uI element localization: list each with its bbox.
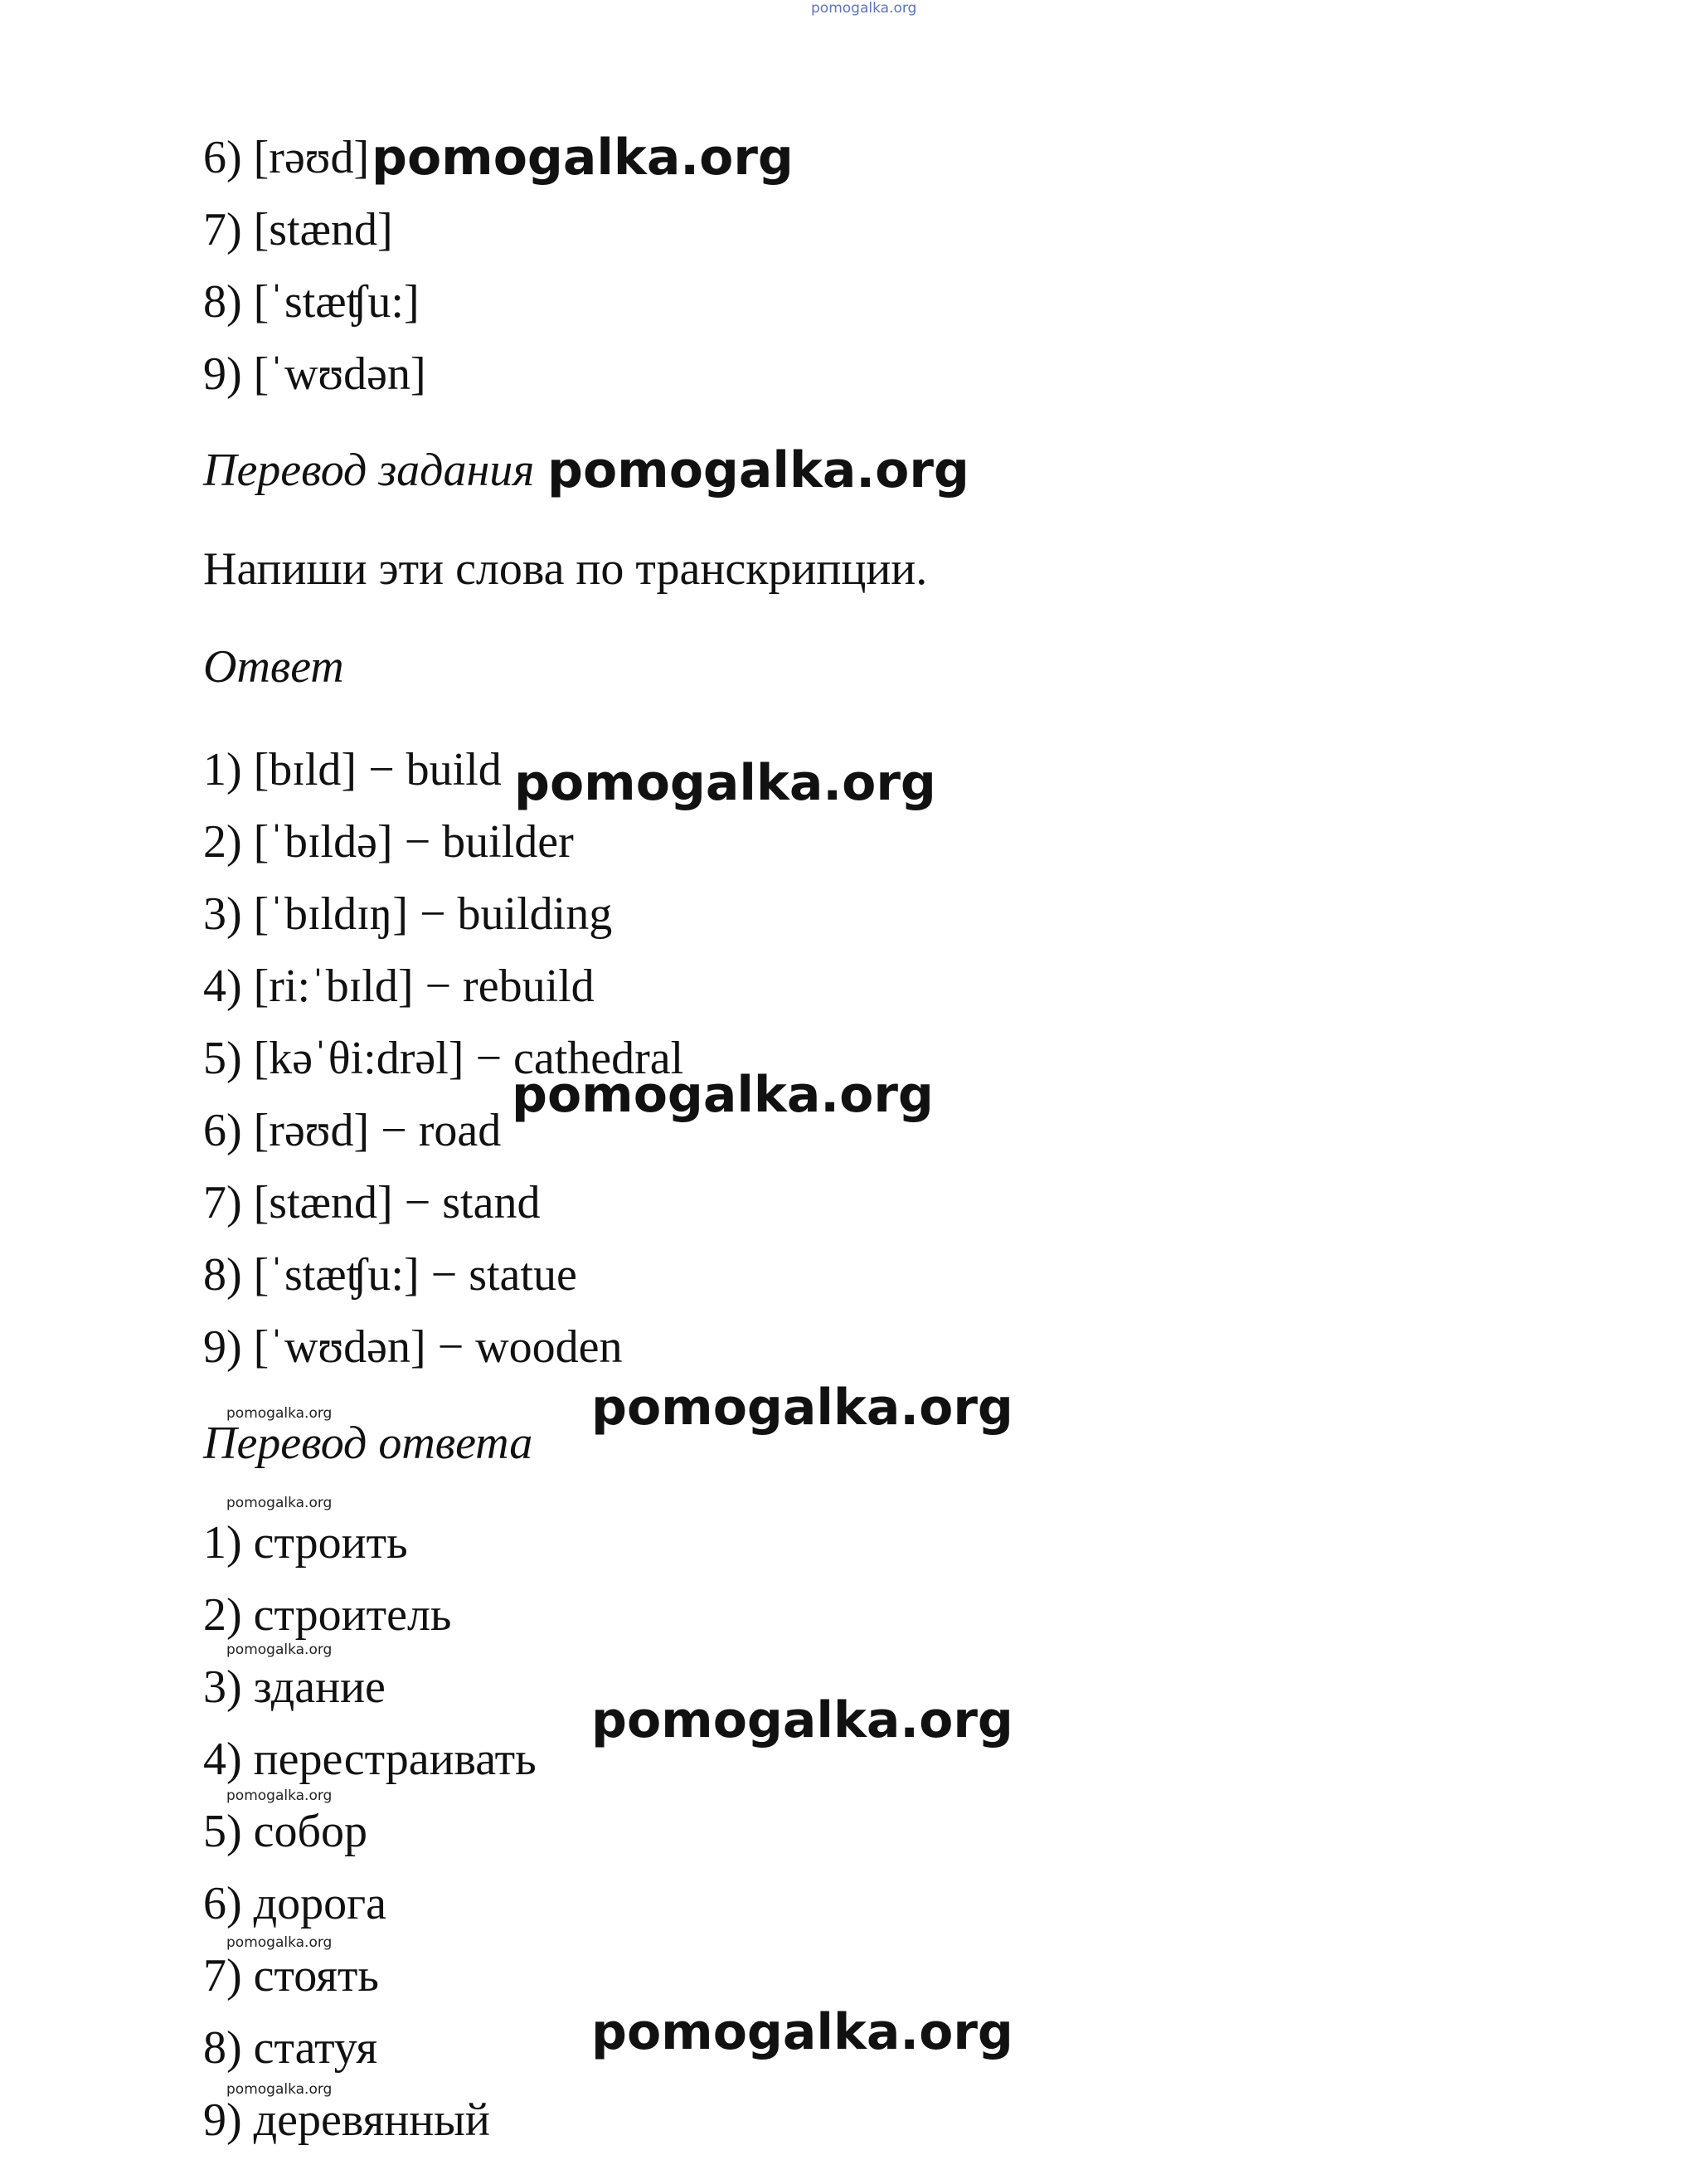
translation-item-5: 5) собор [203,1806,367,1857]
watermark-big: pomogalka.org [514,754,936,812]
watermark-big: pomogalka.org [547,441,969,499]
answer-item-3: 3) [ˈbɪldɪŋ] − building [203,888,613,940]
answer-item-2: 2) [ˈbɪldə] − builder [203,816,574,868]
watermark-big: pomogalka.org [591,2003,1013,2061]
translation-item-9: 9) деревянный [203,2094,490,2146]
watermark-big: pomogalka.org [372,129,794,187]
translation-item-3: 3) здание [203,1661,386,1713]
answer-item-6: 6) [rəʊd] − road [203,1105,502,1156]
translation-item-8: 8) статуя [203,2022,378,2074]
answer-heading: Ответ [203,641,344,693]
task-item-9: 9) [ˈwʊdən] [203,348,426,400]
answer-item-7: 7) [stænd] − stand [203,1177,541,1228]
watermark-big: pomogalka.org [512,1066,934,1124]
watermark-small: pomogalka.org [226,1405,333,1422]
watermark-small: pomogalka.org [226,1642,333,1658]
answer-item-1: 1) [bɪld] − build [203,744,502,795]
watermark-big: pomogalka.org [591,1379,1013,1437]
answer-item-5: 5) [kəˈθi:drəl] − cathedral [203,1033,684,1084]
task-translation-text: Напиши эти слова по транскрипции. [203,543,928,595]
answer-item-4: 4) [ri:ˈbɪld] − rebuild [203,961,595,1012]
answer-translation-heading: Перевод ответа [203,1418,533,1469]
translation-item-2: 2) строитель [203,1589,452,1641]
translation-item-7: 7) стоять [203,1950,379,2002]
answer-item-8: 8) [ˈstæʧu:] − statue [203,1249,577,1301]
watermark-top: pomogalka.org [811,0,917,17]
task-item-8: 8) [ˈstæʧu:] [203,276,420,328]
task-translation-heading: Перевод задания [203,445,535,496]
watermark-small: pomogalka.org [226,1495,333,1511]
task-item-6: 6) [rəʊd] [203,132,370,183]
translation-item-4: 4) перестраивать [203,1734,537,1785]
watermark-small: pomogalka.org [226,2081,333,2098]
watermark-big: pomogalka.org [591,1691,1013,1749]
translation-item-1: 1) строить [203,1517,408,1569]
watermark-small: pomogalka.org [226,1788,333,1804]
translation-item-6: 6) дорога [203,1878,386,1929]
task-item-7: 7) [stænd] [203,204,393,255]
answer-item-9: 9) [ˈwʊdən] − wooden [203,1321,623,1373]
watermark-small: pomogalka.org [226,1934,333,1951]
